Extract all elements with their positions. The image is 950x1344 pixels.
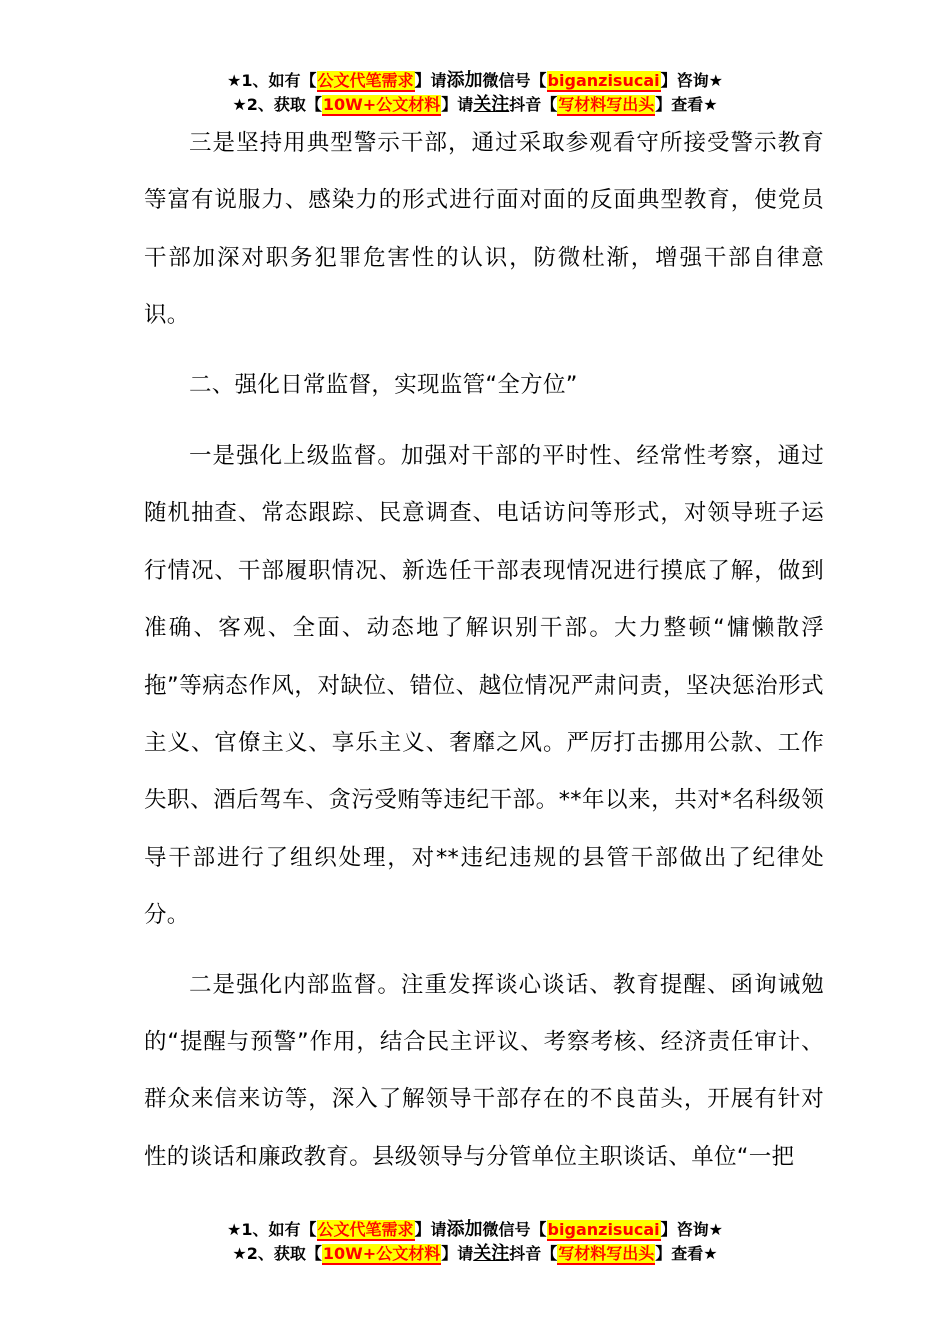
promo-text: 】请 [441, 95, 474, 114]
document-section [144, 357, 824, 414]
promo-text: 】请 [414, 1220, 447, 1239]
promo-text: 微信号【 [482, 1220, 547, 1239]
promo-wechat-id: biganzisucai [547, 1220, 660, 1239]
promo-text: 】请 [441, 1244, 474, 1263]
promo-line-1 [0, 1218, 950, 1242]
footer-promo [0, 1218, 950, 1266]
paragraph-internal-supervision: 二是强化内部监督。注重发挥谈心谈话、教育提醒、函询诫勉的“提醒与预警”作用，结合民主评议、考察考核、经济责任审计、群众来信来访等，深入了解领导干部存在的不良苗头，开展有针对性的谈话和廉政教育。县级领导与分管单位主职谈话、单位“一把 [144, 971, 824, 1170]
promo-douyin-id: 写材料写出头 [558, 1244, 655, 1263]
section-heading: 二、强化日常监督，实现监管“全方位” [189, 372, 578, 398]
paragraph-warning-education: 三是坚持用典型警示干部，通过采取参观看守所接受警示教育等富有说服力、感染力的形式进行面对面的反面典型教育，使党员干部加深对职务犯罪危害性的认识，防微杜渐，增强干部自律意识。 [144, 130, 824, 329]
promo-emphasis: 关注 [473, 94, 510, 115]
promo-line-2 [0, 93, 950, 117]
promo-suffix: 】咨询★ [660, 71, 723, 90]
promo-line-1 [0, 69, 950, 93]
promo-prefix: ★2、获取【 [232, 1244, 322, 1263]
promo-emphasis: 添加 [446, 1219, 483, 1240]
promo-text: 抖音【 [509, 1244, 558, 1263]
promo-line-2 [0, 1242, 950, 1266]
promo-prefix: ★1、如有【 [227, 71, 317, 90]
paragraph-superior-supervision: 一是强化上级监督。加强对干部的平时性、经常性考察，通过随机抽查、常态跟踪、民意调查、电话访问等形式，对领导班子运行情况、干部履职情况、新选任干部表现情况进行摸底了解，做到准确、客观、全面、动态地了解识别干部。大力整顿“慵懒散浮拖”等病态作风，对缺位、错位、越位情况严肃问责，坚决惩治形式主义、官僚主义、享乐主义、奢靡之风。严厉打击挪用公款、工作失职、酒后驾车、贪污受贿等违纪干部。**年以来，共对*名科级领导干部进行了组织处理，对**违纪违规的县管干部做出了纪律处分。 [144, 443, 824, 929]
promo-emphasis: 添加 [446, 70, 483, 91]
promo-highlight: 10W+公文材料 [322, 1244, 441, 1263]
promo-highlight: 10W+公文材料 [322, 95, 441, 114]
promo-highlight: 公文代笔需求 [317, 71, 414, 90]
promo-suffix: 】查看★ [655, 95, 718, 114]
promo-text: 抖音【 [509, 95, 558, 114]
promo-suffix: 】咨询★ [660, 1220, 723, 1239]
promo-wechat-id: biganzisucai [547, 71, 660, 90]
promo-suffix: 】查看★ [655, 1244, 718, 1263]
promo-text: 微信号【 [482, 71, 547, 90]
header-promo [0, 69, 950, 117]
promo-prefix: ★1、如有【 [227, 1220, 317, 1239]
promo-highlight: 公文代笔需求 [317, 1220, 414, 1239]
promo-douyin-id: 写材料写出头 [558, 95, 655, 114]
promo-text: 】请 [414, 71, 447, 90]
promo-prefix: ★2、获取【 [232, 95, 322, 114]
document-body-main [144, 428, 824, 1186]
document-body-top [144, 115, 824, 345]
promo-emphasis: 关注 [473, 1243, 510, 1264]
